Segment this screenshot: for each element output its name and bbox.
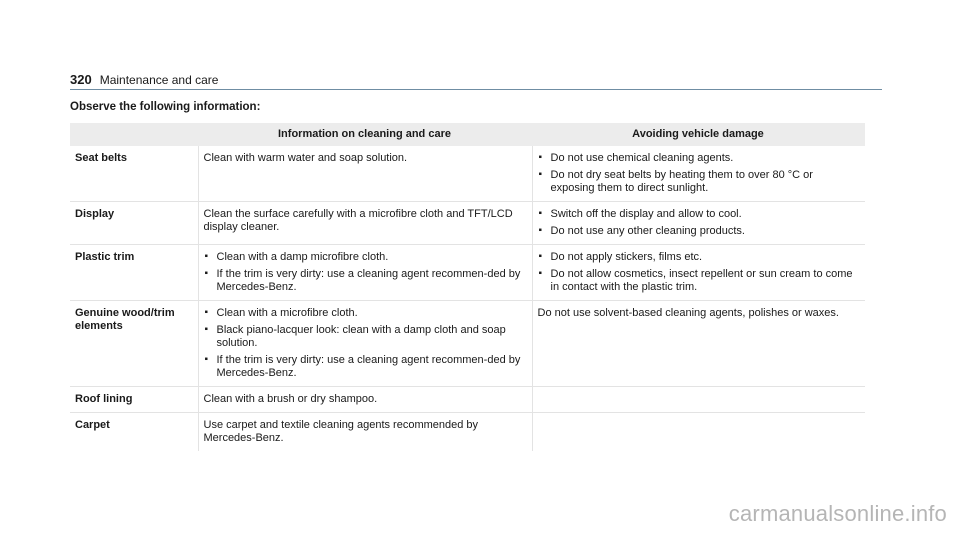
info-cell <box>198 245 532 301</box>
table-row <box>70 413 865 452</box>
list-item: ▪ Switch off the display and allow to cool. <box>538 208 860 221</box>
list-item: ▪ Do not use chemical cleaning agents. <box>538 152 860 165</box>
info-text: Clean the surface carefully with a microfibre cloth and TFT/LCD display cleaner. <box>203 208 513 233</box>
damage-list <box>538 208 860 238</box>
list-item: ▪ Do not use any other cleaning products. <box>538 225 860 238</box>
damage-cell <box>532 146 865 202</box>
damage-cell <box>532 413 865 452</box>
column-header-info: Information on cleaning and care <box>198 123 532 146</box>
row-label: Roof lining <box>70 387 198 413</box>
row-label: Genuine wood/trim elements <box>70 301 198 387</box>
page-header <box>70 72 218 87</box>
page-number: 320 <box>70 72 92 87</box>
list-item: ▪ If the trim is very dirty: use a cleaning agent recommen-ded by Mercedes-Benz. <box>204 354 526 380</box>
list-item: ▪ Do not allow cosmetics, insect repellent or sun cream to come in contact with the plastic trim. <box>538 268 860 294</box>
cleaning-care-table <box>70 123 865 451</box>
damage-cell <box>532 202 865 245</box>
column-header-damage: Avoiding vehicle damage <box>532 123 865 146</box>
column-header-item <box>70 123 198 146</box>
list-item: ▪ Black piano-lacquer look: clean with a damp cloth and soap solution. <box>204 324 526 350</box>
row-label: Carpet <box>70 413 198 452</box>
list-item: ▪ Clean with a microfibre cloth. <box>204 307 526 320</box>
info-list <box>204 251 526 294</box>
info-cell <box>198 301 532 387</box>
damage-text: Do not use solvent-based cleaning agents, polishes or waxes. <box>537 307 839 319</box>
damage-cell <box>532 387 865 413</box>
table-row <box>70 202 865 245</box>
section-title: Maintenance and care <box>99 73 219 87</box>
intro-text: Observe the following information: <box>70 101 261 113</box>
table-header-row <box>70 123 865 146</box>
table-row <box>70 387 865 413</box>
damage-cell <box>532 245 865 301</box>
info-cell <box>198 202 532 245</box>
row-label: Seat belts <box>75 152 127 164</box>
info-text: Clean with a brush or dry shampoo. <box>203 393 378 405</box>
table-row <box>70 245 865 301</box>
info-list <box>204 307 526 380</box>
row-label: Display <box>70 202 198 245</box>
list-item: ▪ Do not dry seat belts by heating them to over 80 °C or exposing them to direct sunlight. <box>538 169 860 195</box>
damage-list <box>538 152 860 195</box>
row-label: Plastic trim <box>70 245 198 301</box>
info-cell <box>198 146 532 202</box>
info-cell <box>198 413 532 452</box>
info-cell <box>198 387 532 413</box>
info-text: Clean with warm water and soap solution. <box>203 152 408 164</box>
damage-cell <box>532 301 865 387</box>
damage-list <box>538 251 860 294</box>
list-item: ▪ Clean with a damp microfibre cloth. <box>204 251 526 264</box>
table-row <box>70 301 865 387</box>
watermark: carmanualsonline.info <box>728 501 947 526</box>
list-item: ▪ If the trim is very dirty: use a cleaning agent recommen-ded by Mercedes-Benz. <box>204 268 526 294</box>
header-divider <box>70 89 882 90</box>
list-item: ▪ Do not apply stickers, films etc. <box>538 251 860 264</box>
table-row <box>70 146 865 202</box>
info-text: Use carpet and textile cleaning agents recommended by Mercedes-Benz. <box>203 419 479 444</box>
